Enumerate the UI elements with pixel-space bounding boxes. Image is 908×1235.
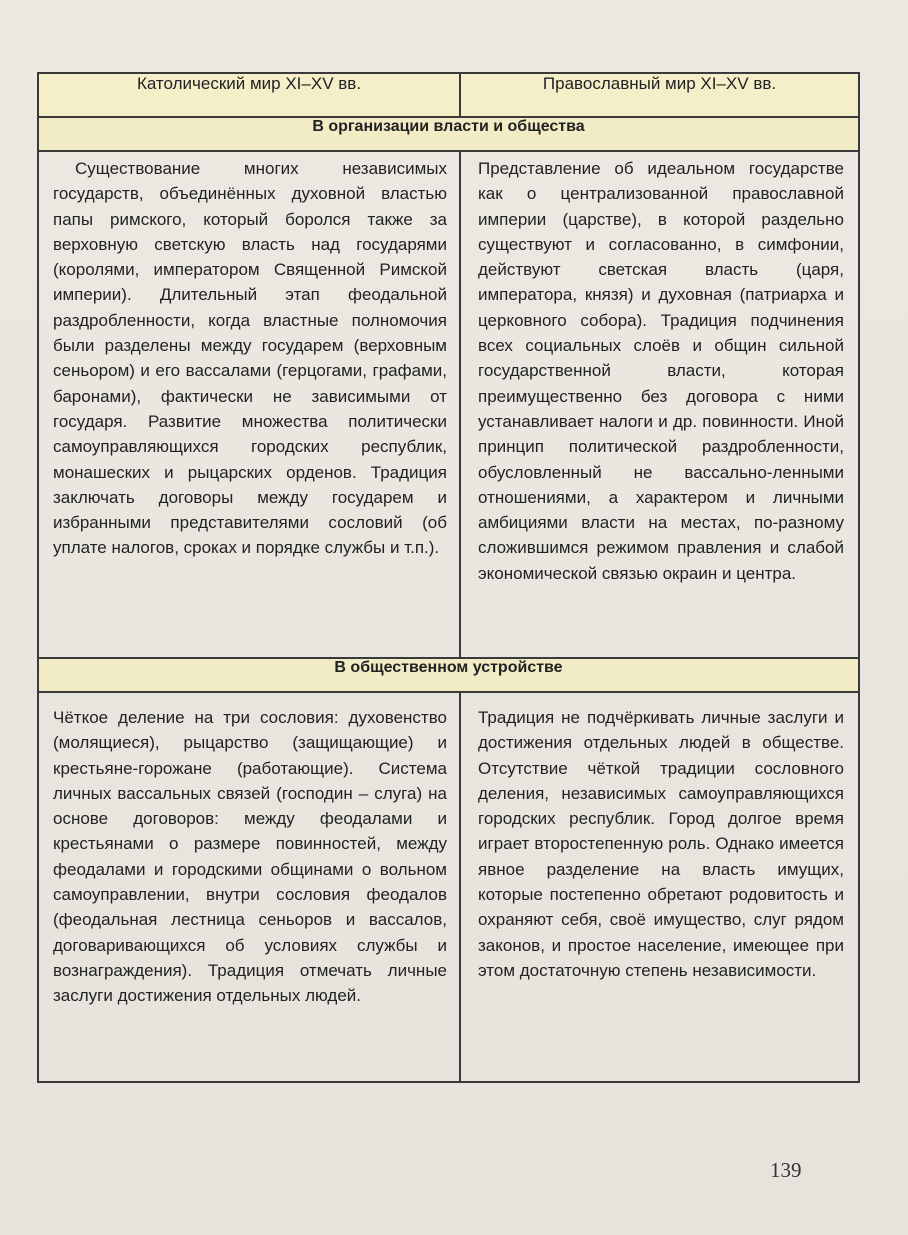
table-row	[38, 692, 859, 1082]
section-title-power: В организации власти и общества	[38, 117, 859, 151]
table-row	[38, 151, 859, 658]
section-row	[38, 117, 859, 151]
catholic-power-cell: Существование многих независимых государств, объединённых духовной властью папы римского, который боролся также за верховную светскую власть над государями (королями, императором Священной Римской империи). Длительный этап феодальной раздробленности, когда властные полномочия были разделены между государем (верховным сеньором) и его вассалами (герцогами, графами, баронами), фактически не зависимыми от государя. Развитие множества политически самоуправляющихся городских республик, монашеских и рыцарских орденов. Традиция заключать договоры между государем и избранными представителями сословий (об уплате налогов, сроках и порядке службы и т.п.).	[38, 151, 460, 658]
section-row	[38, 658, 859, 692]
column-header-orthodox: Православный мир XI–XV вв.	[460, 73, 859, 117]
orthodox-society-cell: Традиция не подчёркивать личные заслуги и достижения отдельных людей в обществе. Отсутствие чёткой традиции сословного деления, независимых самоуправляющихся городских республик. Город долгое время играет второстепенную роль. Однако имеется явное разделение на власть имущих, которые постепенно обретают родовитость и охраняют себя, своё имущество, слуг рядом законов, и простое население, имеющее при этом достаточную степень независимости.	[460, 692, 859, 1082]
catholic-society-cell: Чёткое деление на три сословия: духовенство (молящиеся), рыцарство (защищающие) и крестьяне-горожане (работающие). Система личных вассальных связей (господин – слуга) на основе договоров: между феодалами и крестьянами о размере повинностей, между феодалами и городскими общинами о вольном самоуправлении, внутри сословия феодалов (феодальная лестница сеньоров и вассалов, договаривающихся об условиях службы и вознаграждения). Традиция отмечать личные заслуги достижения отдельных людей.	[38, 692, 460, 1082]
section-title-society: В общественном устройстве	[38, 658, 859, 692]
orthodox-power-cell: Представление об идеальном государстве как о централизованной православной империи (царстве), в которой раздельно существуют и согласованно, в симфонии, действуют светская власть (царя, императора, князя) и духовная (патриарха и церковного собора). Традиция подчинения всех социальных слоёв и общин сильной государственной власти, которая преимущественно без договора с ними устанавливает налоги и др. повинности. Иной принцип политической раздробленности, обусловленный не вассально-ленными отношениями, а характером и личными амбициями власти на местах, по-разному сложившимся режимом правления и слабой экономической связью окраин и центра.	[460, 151, 859, 658]
header-row	[38, 73, 859, 117]
comparison-table	[37, 72, 860, 1083]
page-number: 139	[770, 1158, 802, 1182]
column-header-catholic: Католический мир XI–XV вв.	[38, 73, 460, 117]
